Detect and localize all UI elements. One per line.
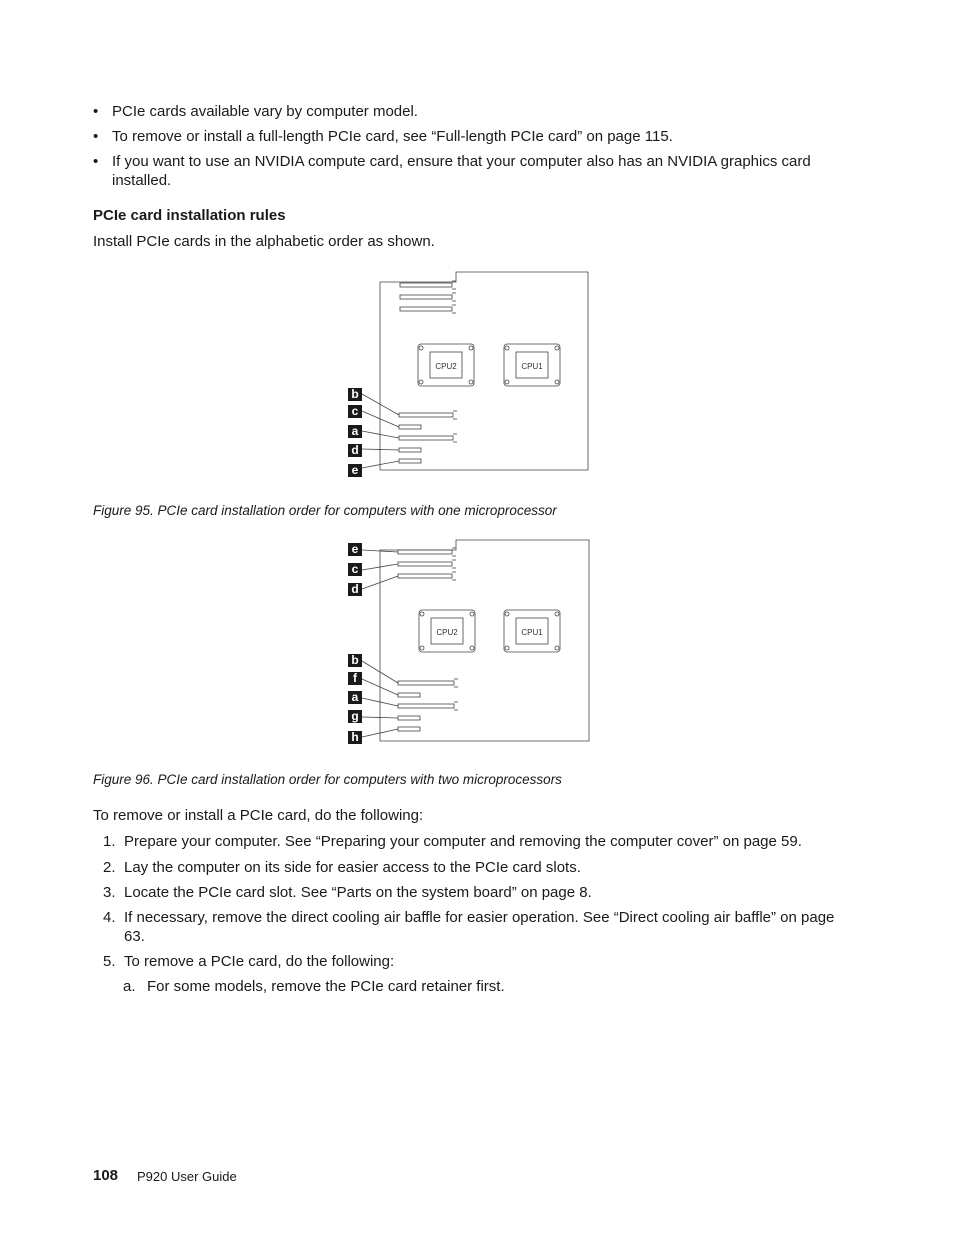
step-item xyxy=(103,883,843,902)
callout-c: c xyxy=(351,404,359,418)
callout-c: c xyxy=(351,562,359,576)
step-number: 2. xyxy=(103,859,116,876)
figure-96-caption: Figure 96. PCIe card installation order for computers with two microprocessors xyxy=(93,772,562,787)
step-text: To remove a PCIe card, do the following: xyxy=(124,953,395,970)
cpu1-label: CPU1 xyxy=(521,628,543,637)
bullet-symbol: • xyxy=(93,103,99,120)
step-text: Locate the PCIe card slot. See “Parts on the system board” on page 8. xyxy=(124,884,592,901)
document-title: P920 User Guide xyxy=(137,1169,237,1184)
bullet-text: To remove or install a full-length PCIe card, see “Full-length PCIe card” on page 115. xyxy=(112,128,673,145)
callout-b: b xyxy=(351,387,359,401)
figure-95-caption: Figure 95. PCIe card installation order for computers with one microprocessor xyxy=(93,503,557,518)
bullet-item xyxy=(93,127,853,146)
callout-d: d xyxy=(351,443,359,457)
bullet-text: PCIe cards available vary by computer model. xyxy=(112,103,418,120)
step-item xyxy=(103,908,843,946)
substep-text: For some models, remove the PCIe card retainer first. xyxy=(147,978,505,995)
substep-item xyxy=(123,977,823,996)
bullet-item xyxy=(93,102,853,121)
procedure-intro: To remove or install a PCIe card, do the following: xyxy=(93,807,424,824)
step-number: 3. xyxy=(103,884,116,901)
callout-g: g xyxy=(351,709,359,723)
page-number: 108 xyxy=(93,1167,119,1184)
callout-h: h xyxy=(351,730,359,744)
step-text: If necessary, remove the direct cooling air baffle for easier operation. See “Direct cooling air baffle” on page 63. xyxy=(124,909,835,945)
bullet-text: If you want to use an NVIDIA compute card, ensure that your computer also has an NVIDIA graphics card installed. xyxy=(112,153,811,189)
step-number: 5. xyxy=(103,953,116,970)
step-item xyxy=(103,858,843,877)
step-text: Prepare your computer. See “Preparing your computer and removing the computer cover” on page 59. xyxy=(124,833,802,850)
bullet-item xyxy=(93,152,853,190)
bullet-symbol: • xyxy=(93,128,99,145)
bullet-symbol: • xyxy=(93,153,99,170)
cpu1-label: CPU1 xyxy=(521,362,543,371)
step-number: 1. xyxy=(103,833,116,850)
callout-a: a xyxy=(351,424,359,438)
callout-e: e xyxy=(351,542,359,556)
callout-a: a xyxy=(351,690,359,704)
step-item xyxy=(103,832,843,851)
cpu2-label: CPU2 xyxy=(436,628,458,637)
figure-two-cpu-diagram xyxy=(340,536,595,748)
step-item xyxy=(103,952,843,971)
intro-text: Install PCIe cards in the alphabetic order as shown. xyxy=(93,233,435,250)
callout-b: b xyxy=(351,653,359,667)
callout-d: d xyxy=(351,582,359,596)
cpu2-label: CPU2 xyxy=(435,362,457,371)
substep-letter: a. xyxy=(123,978,136,995)
figure-one-cpu-diagram xyxy=(340,268,595,478)
step-text: Lay the computer on its side for easier access to the PCIe card slots. xyxy=(124,859,581,876)
callout-f: f xyxy=(353,671,357,685)
step-number: 4. xyxy=(103,909,116,926)
section-heading: PCIe card installation rules xyxy=(93,207,286,224)
callout-e: e xyxy=(351,463,359,477)
